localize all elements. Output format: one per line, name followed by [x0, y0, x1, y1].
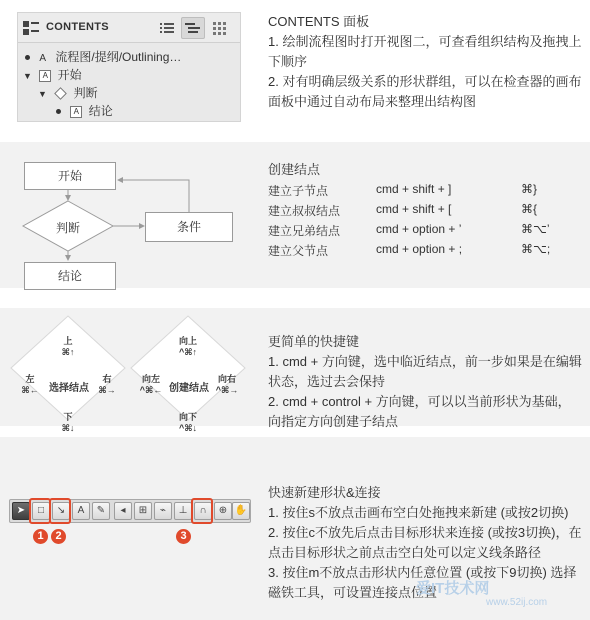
- watermark-text: 爱IT技术网: [416, 580, 490, 597]
- rubber-stamp-tool-button[interactable]: [174, 502, 192, 520]
- shortcut-row: 建立叔叔结点 cmd + shift + [ ⌘{: [268, 202, 538, 218]
- create-node-title: 创建结点: [169, 383, 209, 394]
- highlight-shape-tool: [29, 498, 51, 524]
- diamond-shapes: [0, 308, 260, 426]
- section-heading: CONTENTS 面板: [268, 14, 370, 29]
- connector-icon: ↘: [56, 505, 66, 516]
- list-view-button[interactable]: [155, 17, 179, 39]
- grid-view-icon: [208, 17, 232, 39]
- section-shortcuts: [0, 308, 590, 433]
- pen-icon: ✎: [96, 505, 106, 516]
- shortcuts-description: [268, 332, 583, 432]
- marker-2: 2: [51, 529, 66, 544]
- paragraph: 2. 对有明确层级关系的形状群组，可以在检查器的画布面板中通过自动布局来整理出结构图: [268, 74, 582, 109]
- node-conclusion[interactable]: 结论: [24, 262, 116, 290]
- paragraph: 3. 按住m不放点击形状内任意位置 (或按下9切换) 选择磁铁工具，可设置连接点位置: [268, 565, 577, 600]
- contents-panel: [17, 12, 241, 122]
- highlight-line-tool: [49, 498, 71, 524]
- shortcut-row: 建立兄弟结点 cmd + option + ’ ⌘⌥’: [268, 222, 550, 238]
- list-view-icon: [155, 17, 179, 39]
- marker-3: 3: [176, 529, 191, 544]
- create-nodes-heading-wrap: [268, 160, 583, 180]
- node-start[interactable]: 开始: [24, 162, 116, 190]
- brush-icon: ⌁: [159, 505, 167, 516]
- select-left-label: 左 ⌘←: [21, 374, 39, 395]
- text-icon: A: [39, 53, 47, 64]
- magnet-icon: ∩: [199, 505, 207, 516]
- select-right-label: 右 ⌘→: [98, 374, 116, 395]
- contents-description: [268, 12, 583, 112]
- bullet-icon: [56, 109, 61, 114]
- triangle-left-icon: ◂: [120, 505, 126, 516]
- node-condition[interactable]: 条件: [145, 212, 233, 242]
- hand-icon: ✋: [234, 505, 248, 516]
- diagram-tool-button[interactable]: [134, 502, 152, 520]
- section-heading: 快速新建形状&连接: [268, 485, 381, 500]
- tree-item-start[interactable]: ▼ A 开始: [23, 68, 82, 82]
- shortcut-row: 建立父节点 cmd + option + ; ⌘⌥;: [268, 242, 551, 258]
- contents-grid-icon: [23, 21, 39, 35]
- rectangle-shape-icon: A: [39, 70, 51, 82]
- paragraph: 1. 绘制流程图时打开视图二，可查看组织结构及拖拽上下顺序: [268, 34, 582, 69]
- contents-panel-header: [18, 13, 240, 43]
- node-decision-label[interactable]: 判断: [55, 221, 80, 235]
- outline-view-button[interactable]: [181, 17, 205, 39]
- rectangle-icon: □: [37, 505, 45, 516]
- paragraph: 1. cmd + 方向键，选中临近结点，前一步如果是在编辑状态，选过去会保持: [268, 354, 582, 389]
- rectangle-shape-icon: A: [70, 106, 82, 118]
- hand-tool-button[interactable]: [232, 502, 250, 520]
- diagram-icon: ⊞: [138, 505, 148, 516]
- tree-item-conclusion[interactable]: A 结论: [56, 102, 113, 119]
- section-quick-shapes: [0, 437, 590, 620]
- disclosure-triangle-icon[interactable]: ▼: [23, 70, 32, 81]
- selection-tool-button[interactable]: [12, 502, 30, 520]
- arrow-cursor-icon: ➤: [16, 505, 26, 516]
- create-right-label: 向右 ^⌘→: [215, 374, 239, 395]
- text-icon: A: [77, 505, 85, 516]
- section-heading: 更简单的快捷键: [268, 334, 360, 349]
- grid-view-button[interactable]: [208, 17, 232, 39]
- create-down-label: 向下 ^⌘↓: [178, 412, 198, 433]
- select-up-label: 上 ⌘↑: [61, 336, 75, 357]
- create-up-label: 向上 ^⌘↑: [178, 336, 198, 357]
- paragraph: 1. 按住s不放点击画布空白处拖拽来新建 (或按2切换): [268, 505, 569, 520]
- contents-panel-title: CONTENTS: [46, 21, 109, 33]
- section-contents: [0, 0, 590, 130]
- back-tool-button[interactable]: [114, 502, 132, 520]
- select-node-diamond: [11, 316, 125, 420]
- create-node-diamond: [131, 316, 245, 420]
- zoom-icon: ⊕: [218, 505, 228, 516]
- section-heading: 创建结点: [268, 162, 321, 177]
- pen-tool-button[interactable]: [92, 502, 110, 520]
- diamond-shape-icon: [54, 87, 67, 100]
- select-down-label: 下 ⌘↓: [61, 412, 75, 433]
- paragraph: 2. cmd + control + 方向键，可以以当前形状为基础，向指定方向创建子结点: [268, 394, 571, 429]
- create-left-label: 向左 ^⌘←: [139, 374, 163, 395]
- stamp-icon: ⊥: [178, 505, 188, 516]
- zoom-tool-button[interactable]: [214, 502, 232, 520]
- watermark-url: www.52ij.com: [486, 597, 548, 608]
- marker-1: 1: [33, 529, 48, 544]
- shortcut-row: 建立子节点 cmd + shift + ] ⌘}: [268, 182, 538, 198]
- tree-item-decision[interactable]: ▼ 判断: [38, 86, 98, 100]
- highlight-magnet-tool: [191, 498, 213, 524]
- disclosure-triangle-icon[interactable]: ▼: [38, 88, 47, 99]
- outline-view-icon: [182, 18, 204, 38]
- text-tool-button[interactable]: [72, 502, 90, 520]
- bullet-icon: [25, 55, 30, 60]
- paragraph: 2. 按住c不放先后点击目标形状来连接 (或按3切换)，在点击目标形状之前点击空白处可以定义线条路径: [268, 525, 582, 560]
- style-brush-tool-button[interactable]: [154, 502, 172, 520]
- tree-item-outline[interactable]: A 流程图/提纲/Outlining…: [25, 48, 181, 65]
- select-node-title: 选择结点: [49, 383, 89, 394]
